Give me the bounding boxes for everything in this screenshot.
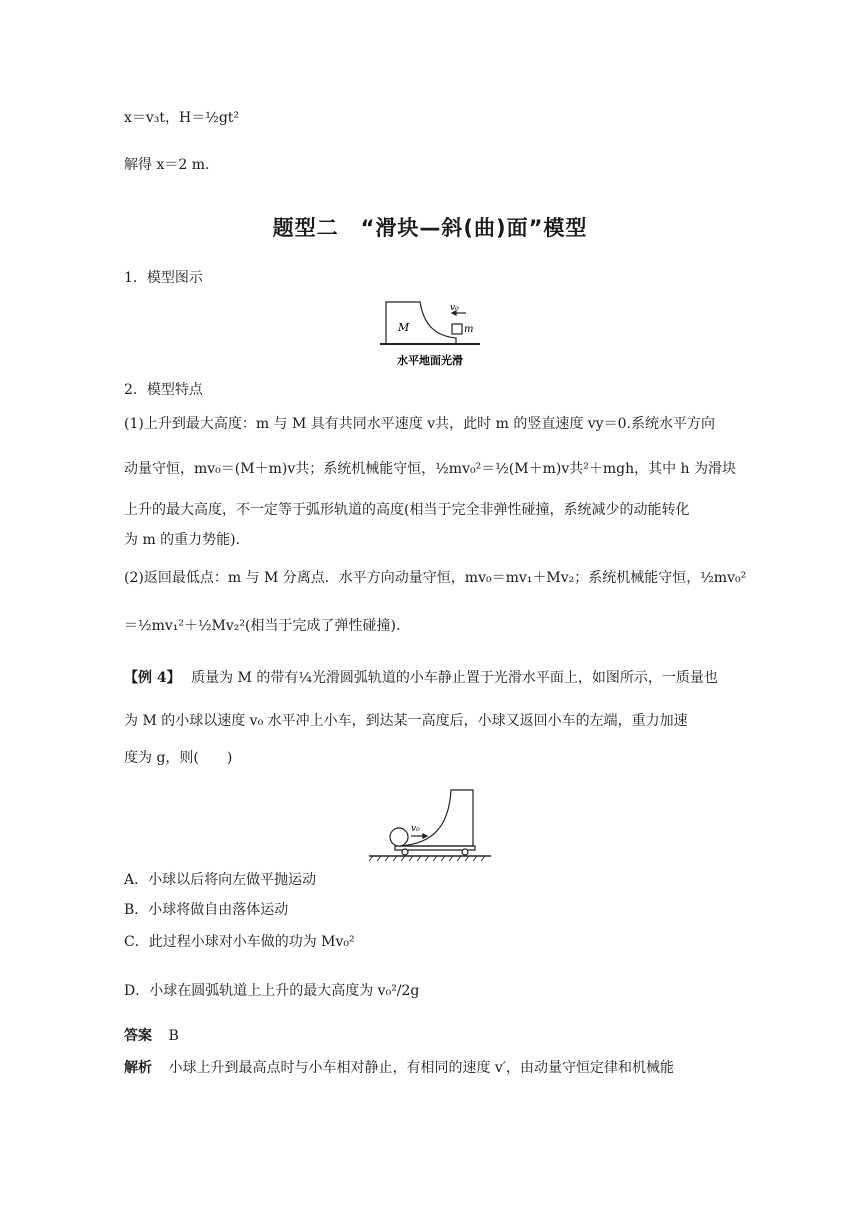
paragraph-1-line-d: 为 m 的重力势能). bbox=[124, 532, 241, 548]
example-line-a: 质量为 M 的带有¼光滑圆弧轨道的小车静止置于光滑水平面上，如图所示，一质量也 bbox=[191, 670, 718, 686]
paragraph-1-line-a: (1)上升到最大高度：m 与 M 具有共同水平速度 v共，此时 m 的竖直速度 vy＝0.系统水平方向 bbox=[124, 416, 715, 432]
result-line: 解得 x＝2 m. bbox=[124, 157, 210, 173]
fig1-caption: 水平地面光滑 bbox=[397, 354, 463, 367]
fig2-label-v0: v₀ bbox=[411, 824, 420, 834]
example-tag: 【例 4】 bbox=[124, 670, 181, 686]
option-d: D．小球在圆弧轨道上上升的最大高度为 v₀²/2g bbox=[124, 983, 420, 999]
figure-cart-track bbox=[365, 784, 495, 862]
explanation-label: 解析 bbox=[124, 1060, 152, 1076]
answer-value: B bbox=[168, 1028, 179, 1044]
explanation-text: 小球上升到最高点时与小车相对静止，有相同的速度 v′，由动量守恒定律和机械能 bbox=[168, 1060, 674, 1076]
paragraph-1-line-b: 动量守恒，mv₀＝(M＋m)v共；系统机械能守恒，½mv₀²＝½(M＋m)v共²＋mgh，其中 h 为滑块 bbox=[124, 461, 737, 477]
option-a: A．小球以后将向左做平抛运动 bbox=[124, 872, 317, 888]
fig1-label-m: m bbox=[464, 324, 474, 335]
heading-model-features: 2．模型特点 bbox=[124, 382, 203, 398]
paragraph-1-line-c: 上升的最大高度，不一定等于弧形轨道的高度(相当于完全非弹性碰撞，系统减少的动能转化 bbox=[124, 502, 690, 518]
paragraph-2-line-b: ＝½mv₁²＋½Mv₂²(相当于完成了弹性碰撞). bbox=[124, 618, 401, 634]
example-line-c: 度为 g，则( ) bbox=[124, 750, 233, 766]
section-title: 题型二 “滑块—斜(曲)面”模型 bbox=[272, 216, 588, 240]
option-c: C．此过程小球对小车做的功为 Mv₀² bbox=[124, 934, 355, 950]
figure-model-diagram bbox=[380, 296, 480, 372]
fig1-label-v0: v₀ bbox=[450, 303, 459, 313]
example-line-b: 为 M 的小球以速度 v₀ 水平冲上小车，到达某一高度后，小球又返回小车的左端，重力加速 bbox=[124, 713, 688, 729]
fig1-label-M: M bbox=[398, 321, 410, 334]
equation-line-1: x＝v₃t，H＝½gt² bbox=[124, 110, 240, 126]
paragraph-2-line-a: (2)返回最低点：m 与 M 分离点．水平方向动量守恒，mv₀＝mv₁＋Mv₂；系统机械能守恒，½mv₀² bbox=[124, 570, 747, 586]
answer-label: 答案 bbox=[124, 1028, 152, 1044]
heading-model-diagram: 1．模型图示 bbox=[124, 270, 203, 286]
figure-cart-track-drawing bbox=[365, 784, 495, 862]
figure-model-diagram-drawing bbox=[380, 296, 480, 372]
option-b: B．小球将做自由落体运动 bbox=[124, 902, 289, 918]
